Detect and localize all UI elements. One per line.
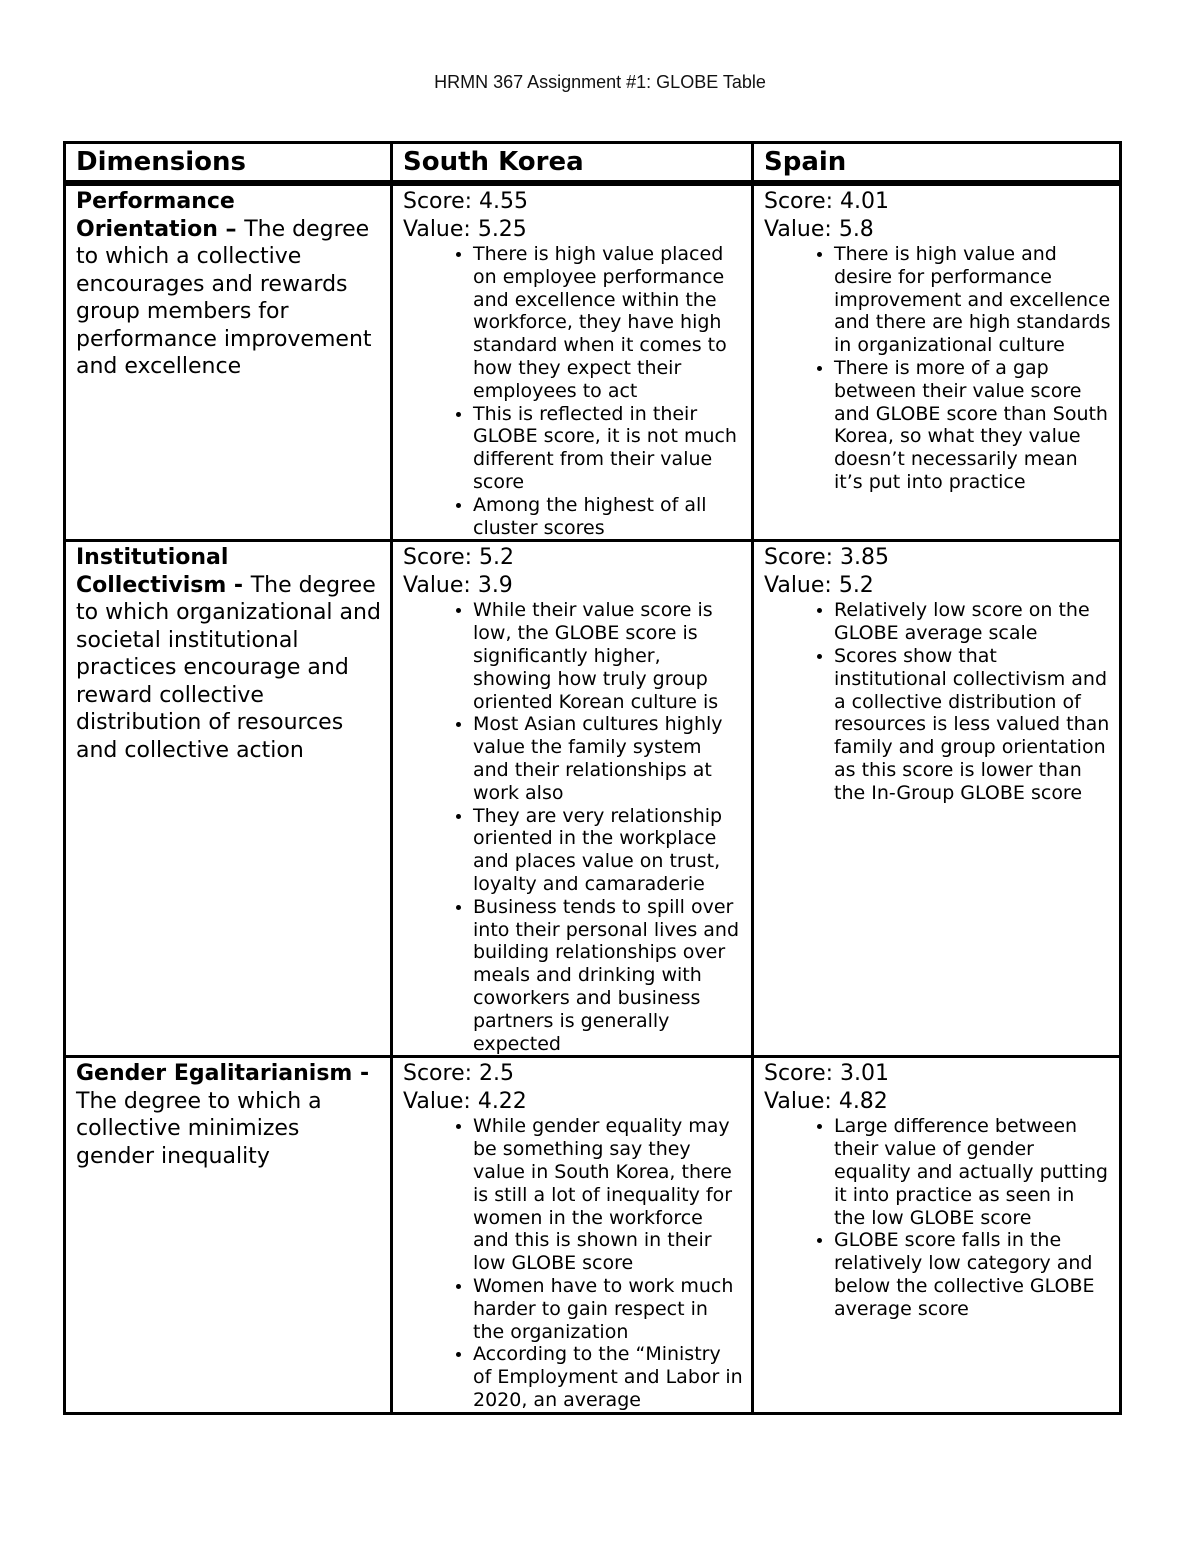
score-text: Score: 2.5: [403, 1061, 515, 1087]
dimension-separator: –: [217, 216, 245, 242]
list-item: • There is more of a gap between their value score and GLOBE score than South Korea, so what they value doesn’t necessarily mean it’s put into practice: [834, 357, 1111, 494]
score-text: Score: 5.2: [403, 545, 515, 571]
dimension-name: Performance Orientation: [76, 189, 235, 242]
dimension-definition: The degree to which a collective encourages and rewards group members for performance improvement and excellence: [76, 216, 372, 379]
list-item: • Among the highest of all cluster scores: [473, 494, 743, 540]
table-header-row: [65, 143, 1121, 184]
dimension-cell: [65, 541, 392, 1057]
score-text: Score: 4.55: [403, 189, 529, 214]
list-item: • Large difference between their value of gender equality and actually putting it into practice as seen in the low GLOBE score: [834, 1115, 1111, 1229]
bullet-list: [403, 599, 743, 1055]
dimension-definition: The degree to which organizational and societal institutional practices encourage and reward collective distribution of resources and collective action: [76, 572, 381, 763]
dimension-name: Institutional Collectivism: [76, 545, 229, 598]
value-text: Value: 5.8: [764, 216, 874, 242]
list-item: • Relatively low score on the GLOBE average scale: [834, 599, 1111, 645]
header-spain: Spain: [753, 143, 1121, 184]
bullet-list: [403, 243, 743, 539]
dimension-separator: -: [352, 1061, 370, 1087]
list-item: • Most Asian cultures highly value the family system and their relationships at work also: [473, 713, 743, 804]
south-korea-cell: [392, 1057, 753, 1413]
header-south-korea: South Korea: [392, 143, 753, 184]
list-item: • There is high value and desire for performance improvement and excellence and there are high standards in organizational culture: [834, 243, 1111, 357]
south-korea-cell: [392, 541, 753, 1057]
dimension-cell: [65, 1057, 392, 1413]
globe-table: [63, 141, 1122, 1415]
list-item: • Scores show that institutional collectivism and a collective distribution of resources is less valued than family and group orientation as this score is lower than the In-Group GLOBE score: [834, 645, 1111, 805]
bullet-list: [403, 1115, 743, 1411]
table-row: [65, 1057, 1121, 1413]
list-item: • They are very relationship oriented in the workplace and places value on trust, loyalty and camaraderie: [473, 805, 743, 896]
table-row: [65, 541, 1121, 1057]
list-item: • Women have to work much harder to gain respect in the organization: [473, 1275, 743, 1343]
dimension-separator: -: [226, 572, 251, 598]
value-text: Value: 5.2: [764, 572, 874, 598]
list-item: • Business tends to spill over into their personal lives and building relationships over meals and drinking with coworkers and business partners is generally expected: [473, 896, 743, 1056]
bullet-list: [764, 243, 1111, 494]
list-item: • While gender equality may be something say they value in South Korea, there is still a lot of inequality for women in the workforce and this is shown in their low GLOBE score: [473, 1115, 743, 1275]
header-dimensions: Dimensions: [65, 143, 392, 184]
bullet-list: [764, 1115, 1111, 1320]
spain-cell: [753, 1057, 1121, 1413]
list-item: • GLOBE score falls in the relatively low category and below the collective GLOBE average score: [834, 1229, 1111, 1320]
dimension-cell: [65, 183, 392, 541]
list-item: • According to the “Ministry of Employment and Labor in 2020, an average: [473, 1343, 743, 1411]
dimension-definition: The degree to which a collective minimizes gender inequality: [76, 1088, 322, 1169]
spain-cell: [753, 541, 1121, 1057]
score-text: Score: 4.01: [764, 189, 890, 214]
south-korea-cell: [392, 183, 753, 541]
value-text: Value: 5.25: [403, 216, 527, 242]
document-title: HRMN 367 Assignment #1: GLOBE Table: [434, 72, 766, 92]
score-text: Score: 3.01: [764, 1061, 890, 1087]
score-text: Score: 3.85: [764, 545, 890, 571]
list-item: • There is high value placed on employee performance and excellence within the workforce, they have high standard when it comes to how they expect their employees to act: [473, 243, 743, 403]
value-text: Value: 4.22: [403, 1088, 527, 1114]
spain-cell: [753, 183, 1121, 541]
list-item: • While their value score is low, the GLOBE score is significantly higher, showing how truly group oriented Korean culture is: [473, 599, 743, 713]
table-row: [65, 183, 1121, 541]
list-item: • This is reflected in their GLOBE score, it is not much different from their value score: [473, 403, 743, 494]
bullet-list: [764, 599, 1111, 804]
value-text: Value: 3.9: [403, 572, 513, 598]
value-text: Value: 4.82: [764, 1088, 888, 1114]
dimension-name: Gender Egalitarianism: [76, 1061, 353, 1087]
